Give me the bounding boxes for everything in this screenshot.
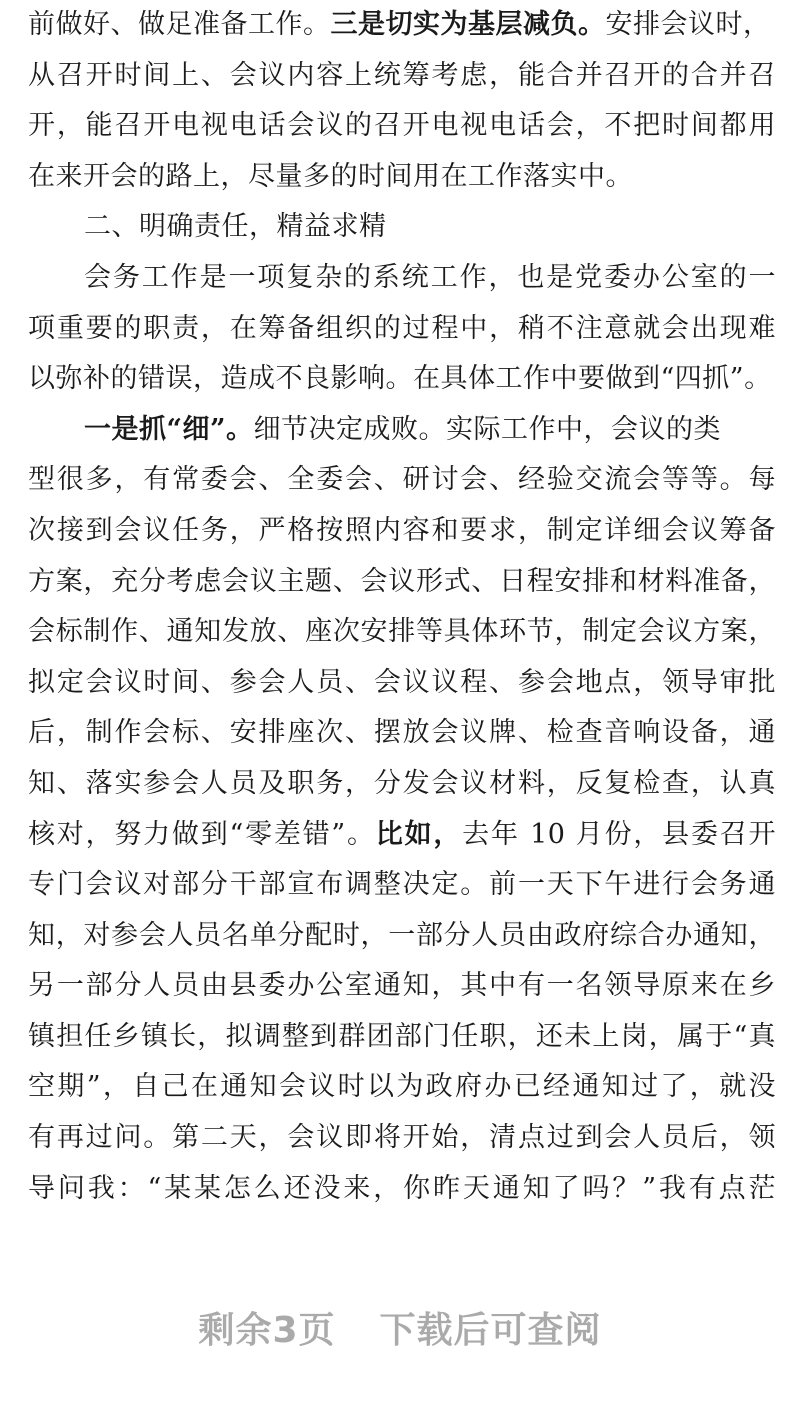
text-line xyxy=(28,961,776,1012)
text-segment: 核对，努力做到“零差错”。 xyxy=(28,818,376,850)
text-segment: 空期”，自己在通知会议时以为政府办已经通知过了，就没 xyxy=(28,1071,776,1103)
text-line xyxy=(28,1164,776,1215)
text-line xyxy=(28,304,776,355)
text-line xyxy=(28,759,776,810)
text-segment: 在来开会的路上，尽量多的时间用在工作落实中。 xyxy=(28,160,633,192)
text-line xyxy=(28,1062,776,1113)
text-line xyxy=(28,860,776,911)
text-segment: 去年 10 月份，县委召开 xyxy=(462,818,777,850)
text-line xyxy=(28,1113,776,1164)
text-segment: 知、落实参会人员及职务，分发会议材料，反复检查，认真 xyxy=(28,767,776,799)
text-segment: 二、明确责任，精益求精 xyxy=(84,211,387,243)
text-line xyxy=(28,455,776,506)
text-segment: 后，制作会标、安排座次、摆放会议牌、检查音响设备，通 xyxy=(28,717,776,749)
text-segment: 次接到会议任务，严格按照内容和要求，制定详细会议筹备 xyxy=(28,514,776,546)
text-line xyxy=(28,911,776,962)
bold-text-segment: 比如， xyxy=(375,818,463,850)
download-prompt[interactable] xyxy=(0,1302,800,1353)
text-segment: 项重要的职责，在筹备组织的过程中，稍不注意就会出现难 xyxy=(28,312,776,344)
text-line xyxy=(28,506,776,557)
bold-text-segment: 三是切实为基层减负。 xyxy=(330,9,606,40)
text-line xyxy=(28,658,776,709)
text-segment: 以弥补的错误，造成不良影响。在具体工作中要做到“四抓”。 xyxy=(28,363,772,395)
text-line xyxy=(28,202,776,253)
text-segment: 方案，充分考虑会议主题、会议形式、日程安排和材料准备， xyxy=(28,565,776,597)
text-segment: 会务工作是一项复杂的系统工作，也是党委办公室的一 xyxy=(84,261,776,293)
text-segment: 会标制作、通知发放、座次安排等具体环节，制定会议方案， xyxy=(28,616,776,648)
download-to-view-label: 下载后可查阅 xyxy=(379,1310,602,1351)
text-segment: 型很多，有常委会、全委会、研讨会、经验交流会等等。每 xyxy=(28,464,776,496)
document-body xyxy=(28,0,776,1214)
text-line xyxy=(28,152,776,203)
text-line xyxy=(28,354,776,405)
text-line xyxy=(28,0,776,51)
text-line xyxy=(28,557,776,608)
text-segment: 另一部分人员由县委办公室通知，其中有一名领导原来在乡 xyxy=(28,970,776,1002)
bold-text-segment: 一是抓“细”。 xyxy=(84,413,254,445)
text-segment: 导问我：“某某怎么还没来，你昨天通知了吗？”我有点茫 xyxy=(28,1172,776,1204)
text-segment: 从召开时间上、会议内容上统筹考虑，能合并召开的合并召 xyxy=(28,59,776,91)
text-line xyxy=(28,607,776,658)
text-segment: 拟定会议时间、参会人员、会议议程、参会地点，领导审批 xyxy=(28,666,776,698)
text-segment: 前做好、做足准备工作。 xyxy=(28,9,331,40)
text-segment: 开，能召开电视电话会议的召开电视电话会，不把时间都用 xyxy=(28,110,776,142)
text-line xyxy=(28,708,776,759)
text-segment: 知，对参会人员名单分配时，一部分人员由政府综合办通知， xyxy=(28,919,776,951)
text-segment: 细节决定成败。实际工作中，会议的类 xyxy=(253,413,722,445)
text-segment: 专门会议对部分干部宣布调整决定。前一天下午进行会务通 xyxy=(28,869,776,901)
text-line xyxy=(28,405,776,456)
text-line xyxy=(28,101,776,152)
text-segment: 镇担任乡镇长，拟调整到群团部门任职，还未上岗，属于“真 xyxy=(28,1020,776,1052)
remaining-pages-label: 剩余3页 xyxy=(198,1310,336,1351)
text-segment: 安排会议时， xyxy=(605,9,771,40)
text-segment: 有再过问。第二天，会议即将开始，清点过到会人员后，领 xyxy=(28,1122,776,1154)
text-line xyxy=(28,253,776,304)
text-line xyxy=(28,51,776,102)
text-line xyxy=(28,1012,776,1063)
text-line xyxy=(28,810,776,861)
